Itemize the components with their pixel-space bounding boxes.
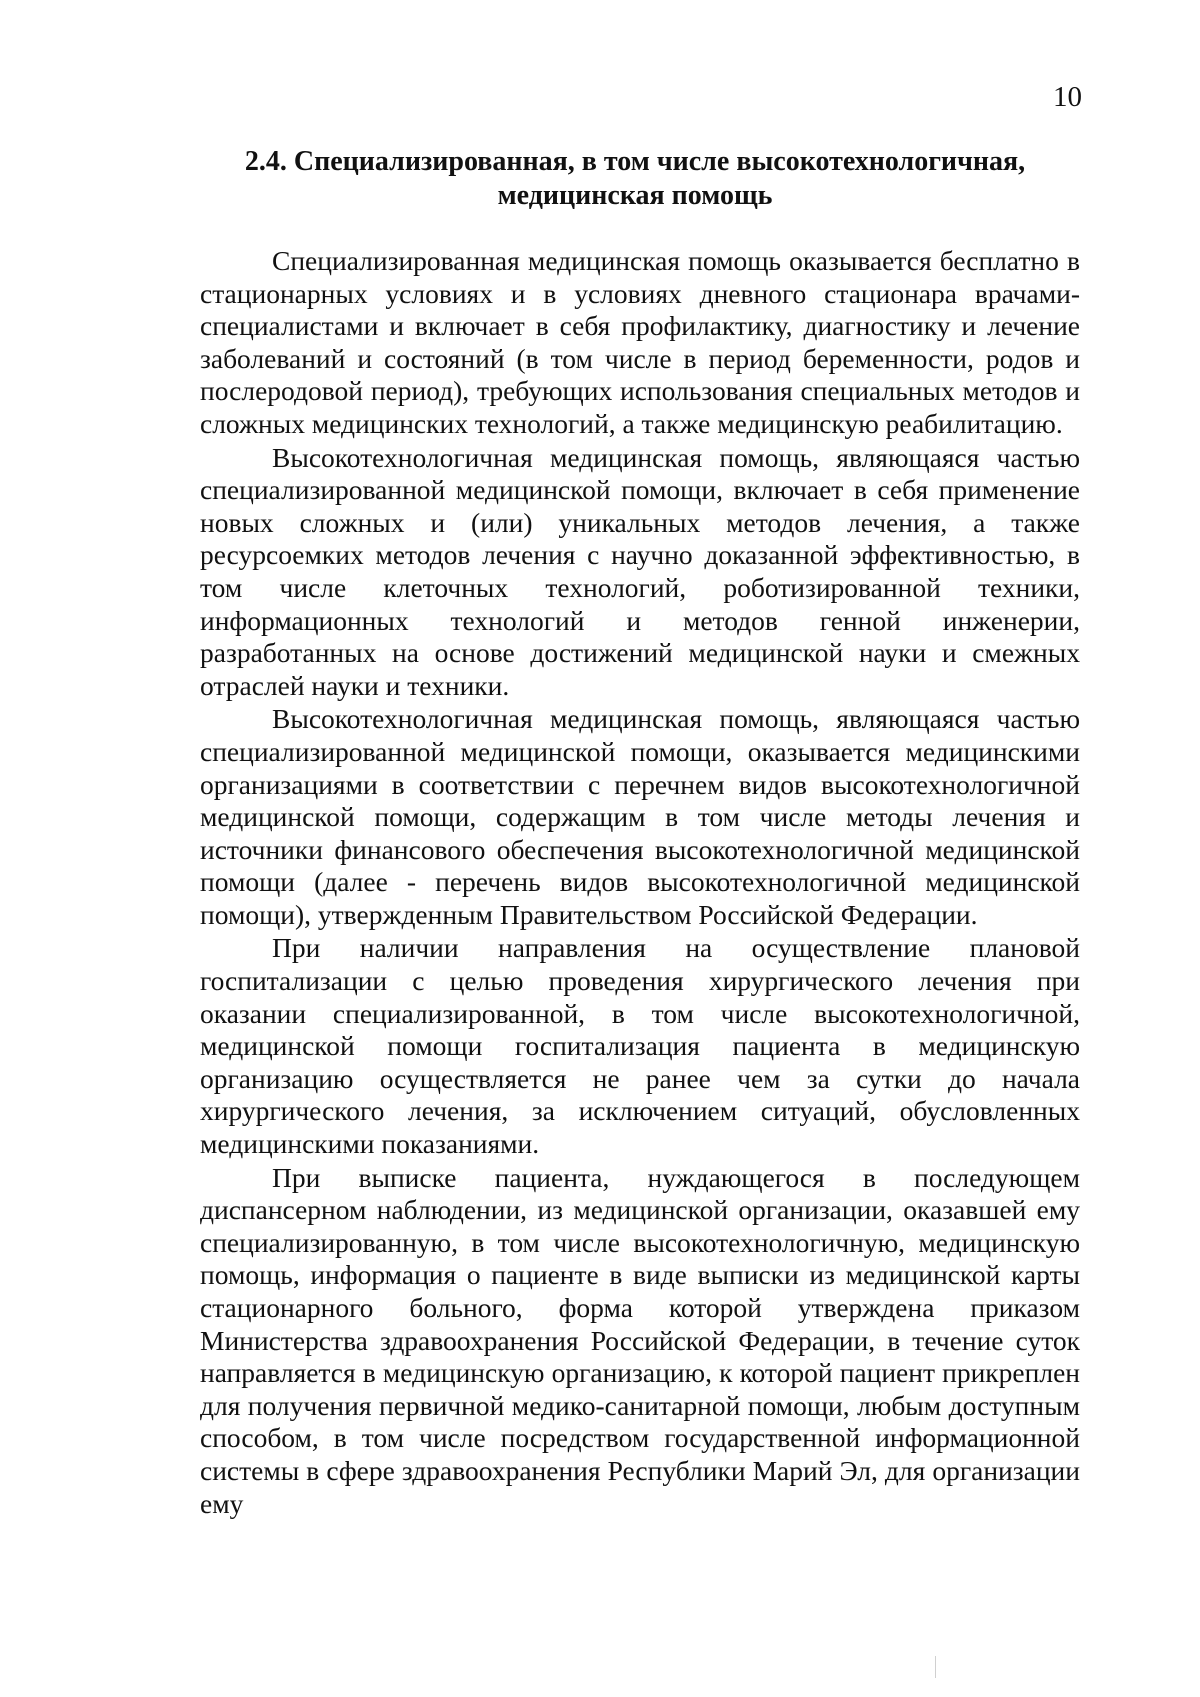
paragraph-high-tech-provision: Высокотехнологичная медицинская помощь, являющаяся частью специализированной медицинской помощи, оказывается медицинскими организациями в соответствии с перечнем видов высокотехнологичной медицинской помощи, содержащим в том числе методы лечения и источники финансового обеспечения высокотехнологичной медицинской помощи (далее - перечень видов высокотехнологичной медицинской помощи), утвержденным Правительством Российской Федерации. [200, 703, 1080, 930]
paragraph-discharge: При выписке пациента, нуждающегося в последующем диспансерном наблюдении, из медицинской организации, оказавшей ему специализированную, в том числе высокотехнологичную, медицинскую помощь, информация о пациенте в виде выписки из медицинской карты стационарного больного, форма которой утверждена приказом Министерства здравоохранения Российской Федерации, в течение суток направляется в медицинскую организацию, к которой пациент прикреплен для получения первичной медико-санитарной помощи, любым доступным способом, в том числе посредством государственной информационной системы в сфере здравоохранения Республики Марий Эл, для организации ему [200, 1161, 1080, 1519]
section-heading-line-2: медицинская помощь [497, 180, 773, 211]
section-heading [200, 145, 1070, 213]
scan-mark [935, 1656, 936, 1678]
paragraph-specialized-care: Специализированная медицинская помощь оказывается бесплатно в стационарных условиях и в условиях дневного стационара врачами-специалистами и включает в себя профилактику, диагностику и лечение заболеваний и состояний (в том числе в период беременности, родов и послеродовой период), требующих использования специальных методов и сложных медицинских технологий, а также медицинскую реабилитацию. [200, 245, 1080, 439]
paragraph-planned-hospitalization: При наличии направления на осуществление плановой госпитализации с целью проведения хирургического лечения при оказании специализированной, в том числе высокотехнологичной, медицинской помощи госпитализация пациента в медицинскую организацию осуществляется не ранее чем за сутки до начала хирургического лечения, за исключением ситуаций, обусловленных медицинскими показаниями. [200, 932, 1080, 1160]
paragraph-high-tech-definition: Высокотехнологичная медицинская помощь, являющаяся частью специализированной медицинской помощи, включает в себя применение новых сложных и (или) уникальных методов лечения, а также ресурсоемких методов лечения с научно доказанной эффективностью, в том числе клеточных технологий, роботизированной техники, информационных технологий и методов генной инженерии, разработанных на основе достижений медицинской науки и смежных отраслей науки и техники. [200, 441, 1080, 701]
body-text [200, 245, 1080, 1520]
page-number: 10 [1053, 81, 1082, 113]
section-heading-line-1: 2.4. Специализированная, в том числе высокотехнологичная, [244, 146, 1026, 177]
